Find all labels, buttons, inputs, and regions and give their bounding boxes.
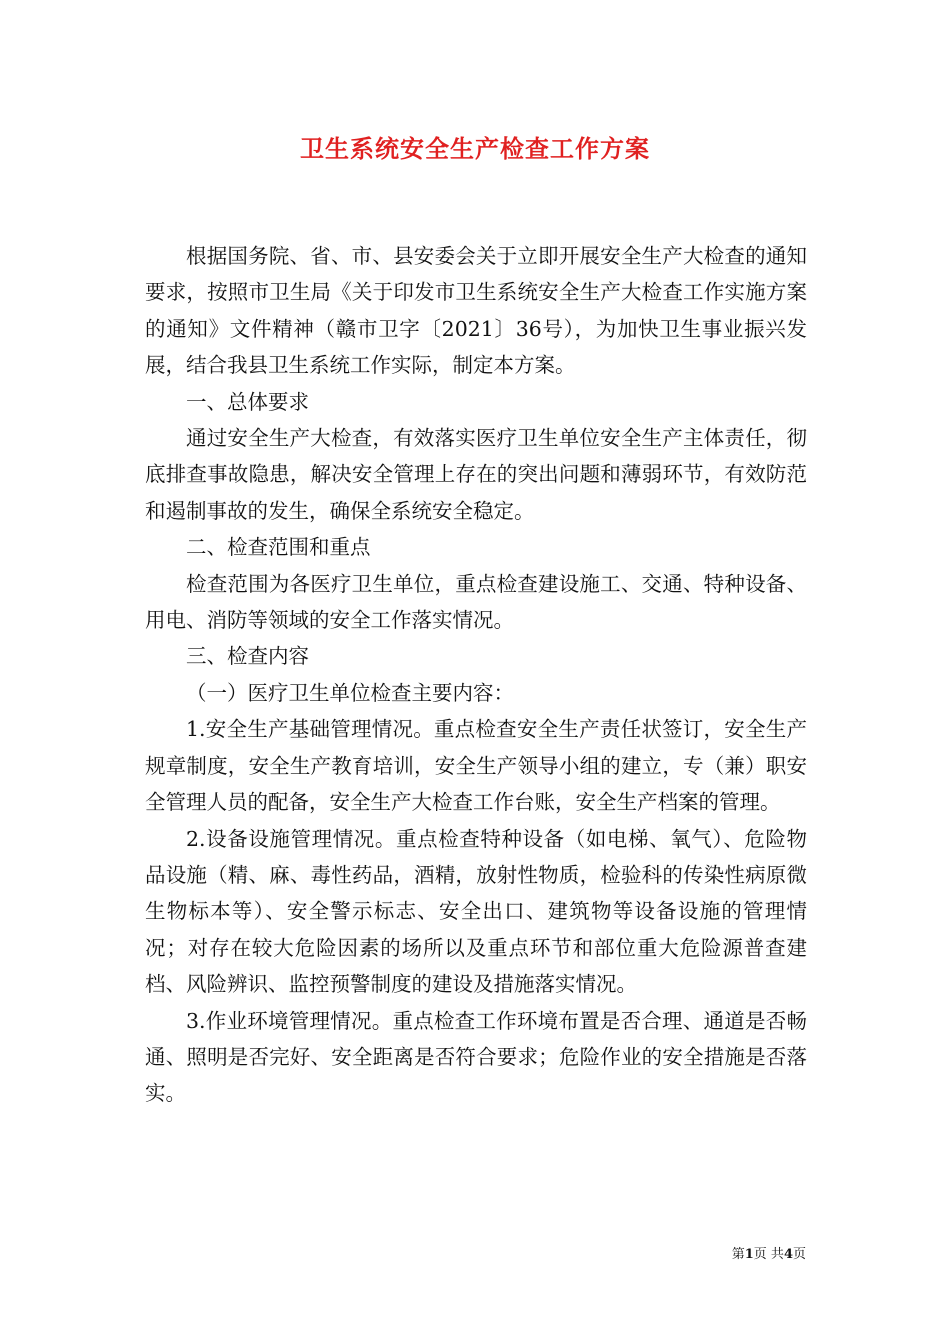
list-item: 1.安全生产基础管理情况。重点检查安全生产责任状签订，安全生产规章制度，安全生产教育培训，安全生产领导小组的建立，专（兼）职安全管理人员的配备，安全生产大检查工作台账，安全生产档案的管理。 (145, 717, 807, 815)
list-item: 2.设备设施管理情况。重点检查特种设备（如电梯、氧气）、危险物品设施（精、麻、毒性药品，酒精，放射性物质，检验科的传染性病原微生物标本等）、安全警示标志、安全出口、建筑物等设备设施的管理情况；对存在较大危险因素的场所以及重点环节和部位重大危险源普查建档、风险辨识、监控预警制度的建设及措施落实情况。 (145, 826, 807, 997)
paragraph: 通过安全生产大检查，有效落实医疗卫生单位安全生产主体责任，彻底排查事故隐患，解决安全管理上存在的突出问题和薄弱环节，有效防范和遏制事故的发生，确保全系统安全稳定。 (145, 426, 807, 523)
list-item: 3.作业环境管理情况。重点检查工作环境布置是否合理、通道是否畅通、照明是否完好、安全距离是否符合要求；危险作业的安全措施是否落实。 (145, 1008, 807, 1106)
section-heading-1: 一、总体要求 (186, 389, 309, 414)
subsection-heading: （一）医疗卫生单位检查主要内容： (186, 680, 514, 705)
current-page-number: 1 (744, 1247, 754, 1262)
intro-paragraph: 根据国务院、省、市、县安委会关于立即开展安全生产大检查的通知要求，按照市卫生局《关于印发市卫生系统安全生产大检查工作实施方案的通知》文件精神（赣市卫字〔2021〕36号），为加快卫生事业振兴发展，结合我县卫生系统工作实际，制定本方案。 (145, 244, 807, 378)
document-title: 卫生系统安全生产检查工作方案 (300, 134, 650, 163)
paragraph: 检查范围为各医疗卫生单位，重点检查建设施工、交通、特种设备、用电、消防等领域的安全工作落实情况。 (145, 571, 807, 633)
footer-middle: 页 共 (753, 1247, 784, 1262)
page-number-footer (680, 1245, 806, 1265)
total-page-number: 4 (783, 1247, 793, 1262)
footer-suffix: 页 (792, 1247, 806, 1262)
section-heading-2: 二、检查范围和重点 (186, 535, 371, 560)
section-heading-3: 三、检查内容 (186, 644, 309, 669)
document-body (145, 238, 807, 1112)
footer-prefix: 第 (731, 1247, 745, 1262)
